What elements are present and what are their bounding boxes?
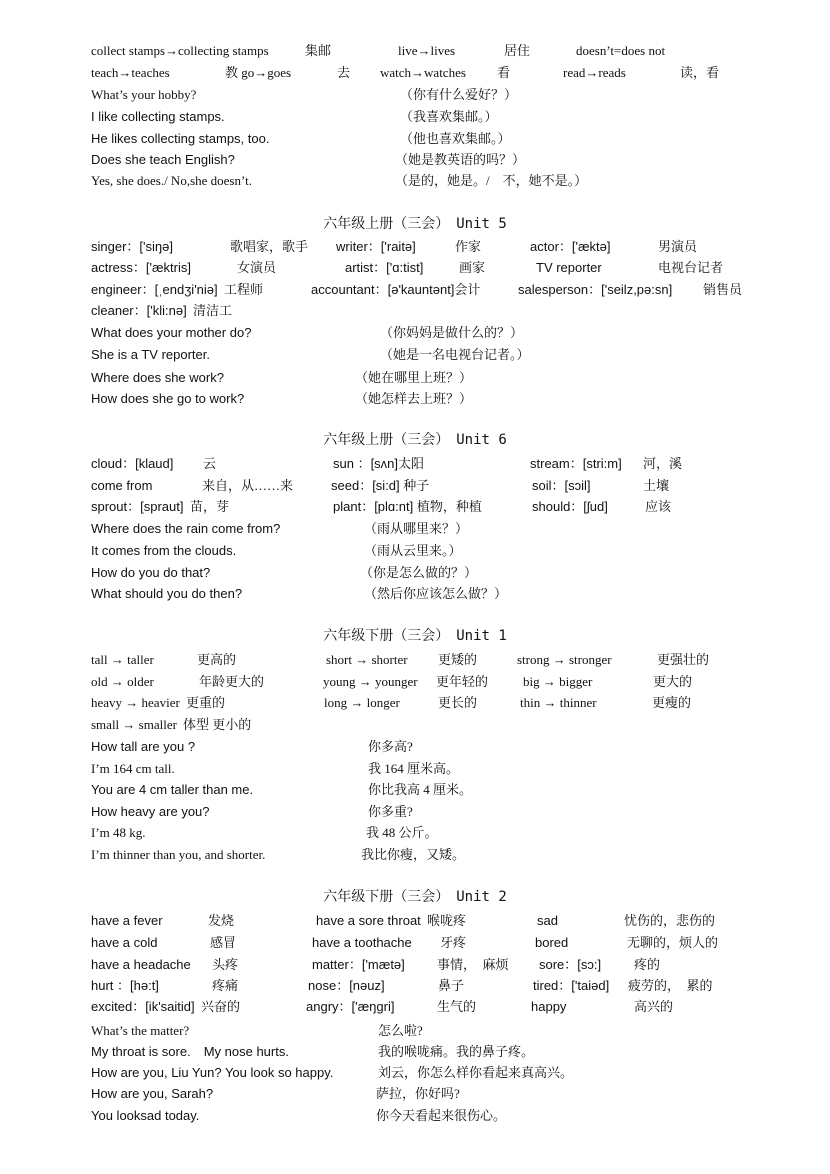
- vocab-term: artist：['ɑ:tist]: [345, 260, 424, 275]
- vocab-meaning: 事情， 麻烦: [437, 957, 509, 972]
- sentence-chinese: （她在哪里上班？）: [355, 370, 473, 385]
- vocab-term: nose：[nəuz]: [308, 978, 385, 993]
- vocab-meaning: 更高的: [197, 652, 237, 667]
- vocab-term: plant：[plɑ:nt] 植物，种植: [333, 499, 482, 514]
- section-heading: 六年级下册（三会） Unit 1: [323, 628, 507, 644]
- vocab-term: should：[ʃud]: [532, 499, 608, 514]
- sentence-english: I’m thinner than you, and shorter.: [91, 847, 266, 862]
- vocab-meaning: 疼痛: [212, 978, 239, 993]
- sentence-chinese: 怎么啦?: [378, 1023, 423, 1038]
- vocab-meaning: 读，看: [680, 65, 720, 80]
- vocab-meaning: 发烧: [208, 913, 235, 928]
- vocab-meaning: 去: [337, 65, 351, 80]
- vocab-meaning: 男演员: [658, 239, 698, 254]
- vocab-term: thin → thinner: [520, 695, 597, 710]
- sentence-english: How tall are you ?: [91, 739, 196, 754]
- vocab-term: bored: [535, 935, 569, 950]
- section-heading: 六年级下册（三会） Unit 2: [323, 889, 507, 905]
- vocab-term: old → older: [91, 674, 154, 689]
- vocab-term: sprout：[spraut]: [91, 499, 184, 514]
- sentence-chinese: （是的，她是。/ 不，她不是。）: [395, 173, 588, 188]
- vocab-term: cleaner：['kli:nə]: [91, 303, 187, 318]
- vocab-term: angry：['æŋgri]: [306, 999, 395, 1014]
- vocab-meaning: 清洁工: [193, 303, 233, 318]
- vocab-term: matter：['mætə]: [312, 957, 405, 972]
- vocab-meaning: 牙疼: [440, 935, 467, 950]
- vocab-meaning: 更瘦的: [652, 695, 692, 710]
- vocab-term: salesperson：['seilz,pə:sn]: [518, 282, 673, 297]
- sentence-english: Does she teach English?: [91, 152, 235, 167]
- sentence-english: I’m 48 kg.: [91, 825, 146, 840]
- sentence-english: Where does the rain come from?: [91, 521, 281, 536]
- sentence-english: How are you, Liu Yun? You look so happy.: [91, 1065, 334, 1080]
- vocab-term: read→reads: [563, 65, 626, 80]
- vocab-term: collect stamps→collecting stamps: [91, 43, 269, 58]
- sentence-chinese: （她是教英语的吗？）: [395, 152, 526, 167]
- sentence-chinese: 我 164 厘米高。: [368, 761, 460, 776]
- sentence-english: How are you, Sarah?: [91, 1086, 214, 1101]
- vocab-meaning: 女演员: [237, 260, 277, 275]
- vocab-meaning: 苗，芽: [190, 499, 230, 514]
- vocab-meaning: 土壤: [643, 478, 670, 493]
- vocab-meaning: 应该: [645, 499, 672, 514]
- vocab-meaning: 忧伤的，悲伤的: [624, 913, 716, 928]
- vocab-term: hurt ：[hə:t]: [91, 978, 159, 993]
- vocab-meaning: 更重的: [186, 695, 226, 710]
- vocab-term: stream：[stri:m]: [530, 456, 622, 471]
- vocab-meaning: 居住: [504, 43, 531, 58]
- vocab-meaning: 销售员: [703, 282, 743, 297]
- sentence-chinese: （你是怎么做的？）: [360, 565, 478, 580]
- sentence-english: How does she go to work?: [91, 391, 245, 406]
- vocab-meaning: 更大的: [653, 674, 693, 689]
- vocab-term: young → younger: [323, 674, 418, 689]
- sentence-english: You looksad today.: [91, 1108, 200, 1123]
- vocab-term: short → shorter: [326, 652, 408, 667]
- vocab-meaning: 疼的: [634, 957, 661, 972]
- vocab-term: live→lives: [398, 43, 456, 58]
- vocab-term: seed：[si:d] 种子: [331, 478, 430, 493]
- vocab-term: strong → stronger: [517, 652, 612, 667]
- sentence-chinese: （雨从云里来。）: [364, 543, 462, 558]
- vocab-meaning: 集邮: [305, 43, 332, 58]
- vocab-term: accountant：[ə'kauntənt]会计: [311, 282, 481, 297]
- sentence-chinese: 你多高?: [368, 739, 413, 754]
- sentence-english: My throat is sore. My nose hurts.: [91, 1044, 289, 1059]
- sentence-chinese: 你今天看起来很伤心。: [376, 1108, 507, 1123]
- vocab-term: have a cold: [91, 935, 158, 950]
- vocab-term: big → bigger: [523, 674, 593, 689]
- vocab-meaning: 无聊的，烦人的: [627, 935, 719, 950]
- vocab-term: come from: [91, 478, 153, 493]
- vocab-term: 教 go→goes: [225, 65, 292, 80]
- vocab-term: heavy → heavier: [91, 695, 180, 710]
- sentence-english: What’s your hobby?: [91, 87, 197, 102]
- sentence-english: She is a TV reporter.: [91, 347, 210, 362]
- vocab-meaning: 高兴的: [634, 999, 674, 1014]
- sentence-english: Where does she work?: [91, 370, 224, 385]
- sentence-chinese: （雨从哪里来？）: [364, 521, 469, 536]
- sentence-english: I’m 164 cm tall.: [91, 761, 175, 776]
- section-heading: 六年级上册（三会） Unit 6: [323, 432, 507, 448]
- sentence-chinese: （她怎样去上班？）: [355, 391, 473, 406]
- sentence-chinese: 刘云，你怎么样你看起来真高兴。: [378, 1065, 574, 1080]
- vocab-meaning: 更强壮的: [657, 652, 710, 667]
- vocab-meaning: 云: [203, 456, 217, 471]
- vocab-meaning: 电视台记者: [658, 260, 724, 275]
- vocab-meaning: 来自，从……来: [202, 478, 294, 493]
- vocab-term: excited：[ik'saitid]: [91, 999, 195, 1014]
- sentence-english: It comes from the clouds.: [91, 543, 237, 558]
- vocab-meaning: 喉咙疼: [427, 913, 467, 928]
- vocab-term: watch→watches: [380, 65, 466, 80]
- vocab-term: sore：[sɔ:]: [539, 957, 602, 972]
- vocab-meaning: 疲劳的， 累的: [628, 978, 713, 993]
- vocab-term: happy: [531, 999, 567, 1014]
- vocab-meaning: 河，溪: [643, 456, 683, 471]
- sentence-chinese: 我比你瘦，又矮。: [361, 847, 466, 862]
- vocab-meaning: 更矮的: [438, 652, 478, 667]
- sentence-english: How do you do that?: [91, 565, 211, 580]
- sentence-english: How heavy are you?: [91, 804, 210, 819]
- vocab-term: small → smaller: [91, 717, 177, 732]
- vocab-term: tall → taller: [91, 652, 154, 667]
- sentence-chinese: （你妈妈是做什么的？）: [380, 325, 524, 340]
- sentence-chinese: （他也喜欢集邮。）: [400, 131, 511, 146]
- sentence-english: What’s the matter?: [91, 1023, 190, 1038]
- vocab-term: doesn’t=does not: [576, 43, 666, 58]
- vocab-term: tired：['taiəd]: [533, 978, 610, 993]
- sentence-chinese: 我的喉咙痛。我的鼻子疼。: [378, 1044, 535, 1059]
- sentence-english: I like collecting stamps.: [91, 109, 225, 124]
- sentence-chinese: （她是一名电视台记者。）: [380, 347, 530, 362]
- vocab-meaning: 更年轻的: [436, 674, 489, 689]
- vocab-term: have a toothache: [312, 935, 412, 950]
- sentence-english: You are 4 cm taller than me.: [91, 782, 254, 797]
- vocab-term: teach→teaches: [91, 65, 170, 80]
- vocab-meaning: 歌唱家，歌手: [230, 239, 309, 254]
- vocab-meaning: 更长的: [438, 695, 478, 710]
- sentence-chinese: 你多重?: [368, 804, 413, 819]
- vocab-term: have a sore throat: [316, 913, 421, 928]
- sentence-english: What does your mother do?: [91, 325, 252, 340]
- vocab-meaning: 看: [497, 65, 511, 80]
- sentence-english: What should you do then?: [91, 586, 243, 601]
- sentence-chinese: （然后你应该怎么做？）: [364, 586, 508, 601]
- vocab-meaning: 年龄更大的: [199, 674, 265, 689]
- vocab-term: TV reporter: [536, 260, 602, 275]
- vocab-term: sun ：[sʌn]太阳: [333, 456, 425, 471]
- sentence-chinese: 我 48 公斤。: [366, 825, 438, 840]
- vocab-term: engineer：[ˌendʒi'niə]: [91, 282, 218, 297]
- sentence-chinese: （我喜欢集邮。）: [400, 109, 498, 124]
- vocab-term: writer：['raitə]: [336, 239, 416, 254]
- vocab-term: long → longer: [324, 695, 400, 710]
- vocab-meaning: 画家: [459, 260, 486, 275]
- vocab-term: cloud：[klaud]: [91, 456, 174, 471]
- vocab-term: actor：['æktə]: [530, 239, 611, 254]
- vocab-meaning: 作家: [455, 239, 482, 254]
- vocab-term: sad: [537, 913, 558, 928]
- vocab-term: soil：[sɔil]: [532, 478, 591, 493]
- vocab-term: have a headache: [91, 957, 191, 972]
- sentence-chinese: 你比我高 4 厘米。: [368, 782, 473, 797]
- vocab-term: singer：['siŋə]: [91, 239, 173, 254]
- vocab-term: have a fever: [91, 913, 163, 928]
- vocab-meaning: 生气的: [437, 999, 477, 1014]
- vocab-meaning: 鼻子: [438, 978, 465, 993]
- vocab-meaning: 兴奋的: [201, 999, 241, 1014]
- vocab-meaning: 感冒: [210, 935, 237, 950]
- vocab-meaning: 头疼: [212, 957, 239, 972]
- sentence-english: Yes, she does./ No,she doesn’t.: [91, 173, 252, 188]
- vocab-term: actress：['æktris]: [91, 260, 191, 275]
- sentence-english: He likes collecting stamps, too.: [91, 131, 270, 146]
- vocab-meaning: 体型 更小的: [183, 717, 252, 732]
- section-heading: 六年级上册（三会） Unit 5: [323, 216, 507, 232]
- sentence-chinese: （你有什么爱好？）: [400, 87, 518, 102]
- vocab-meaning: 工程师: [224, 282, 264, 297]
- sentence-chinese: 萨拉，你好吗?: [376, 1086, 460, 1101]
